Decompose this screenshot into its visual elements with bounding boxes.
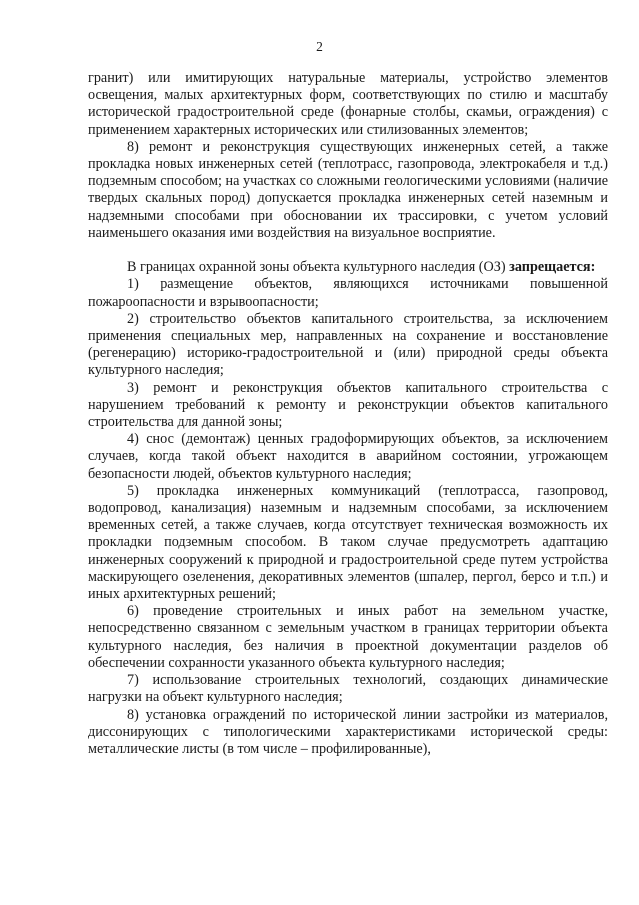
paragraph-continuation: гранит) или имитирующих натуральные материалы, устройство элементов освещения, малых архитектурных форм, соответствующих по стилю и масштабу исторической градостроительной среде (фонарные столбы, скамьи, ограждения) с применением характерных исторических или стилизованных элементов; xyxy=(88,70,608,138)
list-item-8: 8) установка ограждений по исторической линии застройки из материалов, диссонирующих с типологическими характеристиками исторической среды: металлические листы (в том числе – профилированные), xyxy=(88,706,608,757)
prohibition-intro-text: В границах охранной зоны объекта культурного наследия (ОЗ) xyxy=(127,259,506,276)
prohibition-intro xyxy=(88,259,608,276)
list-item-2: 2) строительство объектов капитального строительства, за исключением применения специальных мер, направленных на сохранение и восстановление (регенерацию) историко-градостроительной и (или) природной среды объекта культурного наследия; xyxy=(88,310,608,379)
document-body xyxy=(88,70,608,758)
list-item-3: 3) ремонт и реконструкция объектов капитального строительства с нарушением требований к ремонту и реконструкции объектов капитального строительства для данной зоны; xyxy=(88,379,608,431)
prohibition-keyword: запрещается: xyxy=(509,259,596,276)
list-item-5: 5) прокладка инженерных коммуникаций (теплотрасса, газопровод, водопровод, канализация) наземным и надземным способами, за исключением временных сетей, а также случаев, когда отсутствует техническая возможность их прокладки подземным способом. В таком случае предусмотреть адаптацию инженерных сооружений к природной и градостроительной среде путем устройства маскирующего озеленения, декоративных элементов (шпалер, пергол, берсо и т.п.) и иных архитектурных решений; xyxy=(88,482,608,603)
list-item-4: 4) снос (демонтаж) ценных градоформирующих объектов, за исключением случаев, когда такой объект находится в аварийном состоянии, угрожающем безопасности людей, объектов культурного наследия; xyxy=(88,431,608,482)
list-item-8-allowed: 8) ремонт и реконструкция существующих инженерных сетей, а также прокладка новых инженерных сетей (теплотрасс, газопровода, электрокабеля и т.д.) подземным способом; на участках со сложными геологическими условиями (наличие твердых скальных пород) допускается прокладка инженерных сетей наземным и надземными способами при обосновании их трассировки, с учетом условий наименьшего оказания ими воздействия на визуальное восприятие. xyxy=(88,138,608,241)
list-item-1: 1) размещение объектов, являющихся источниками повышенной пожароопасности и взрывоопасности; xyxy=(88,276,608,310)
page-number: 2 xyxy=(316,39,323,54)
list-item-6: 6) проведение строительных и иных работ на земельном участке, непосредственно связанном с земельным участком в границах территории объекта культурного наследия, без наличия в проектной документации разделов об обеспечении сохранности указанного объекта культурного наследия; xyxy=(88,603,608,671)
list-item-7: 7) использование строительных технологий, создающих динамические нагрузки на объект культурного наследия; xyxy=(88,672,608,706)
